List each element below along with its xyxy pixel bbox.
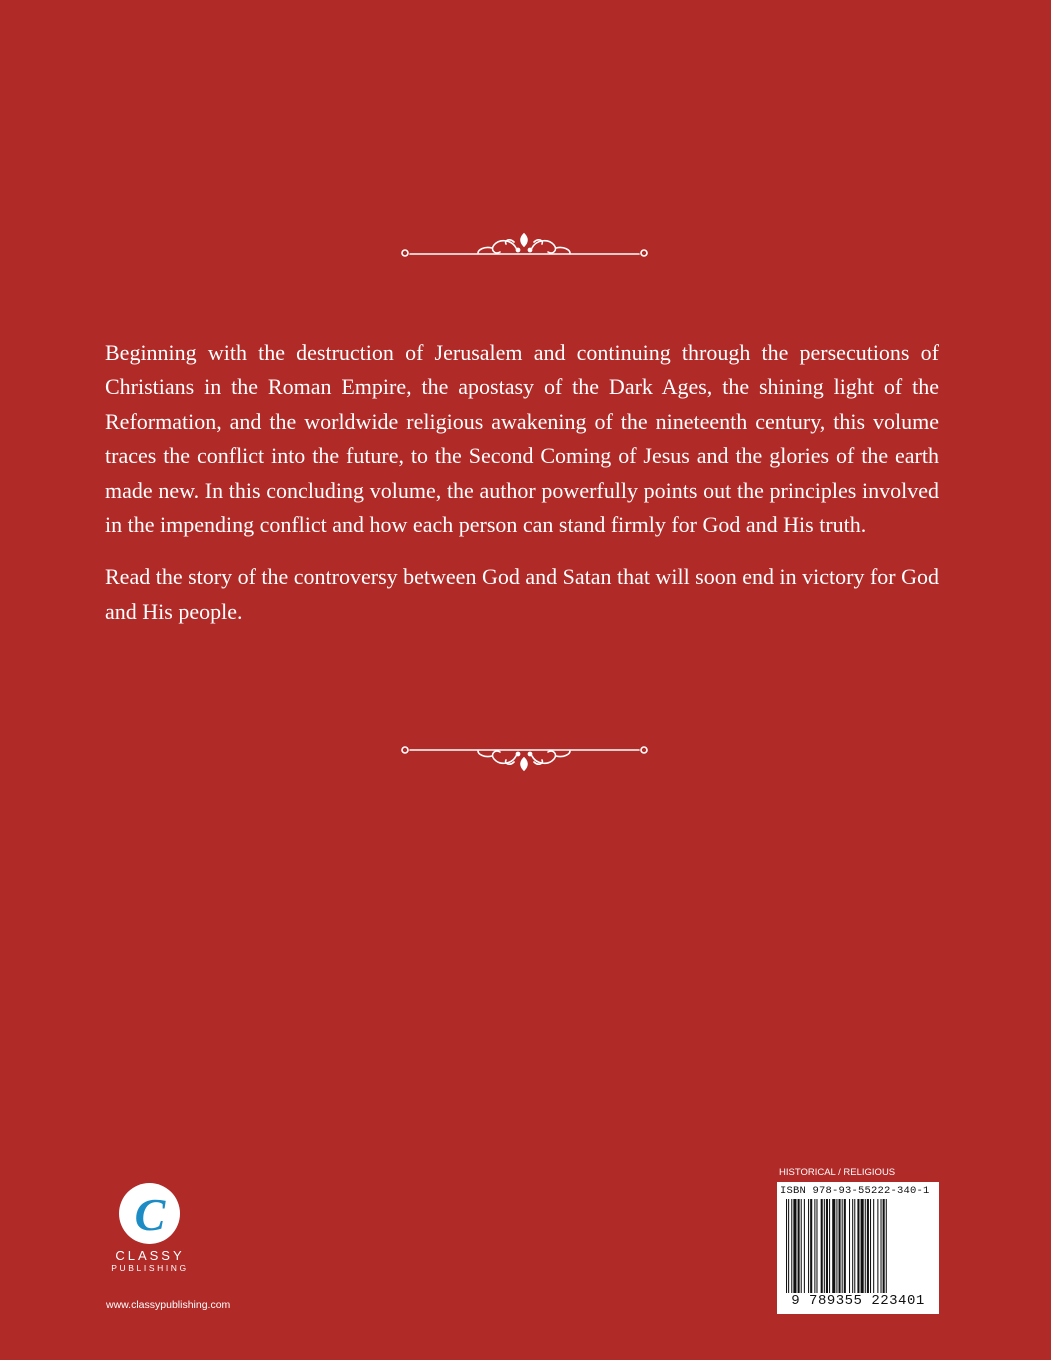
barcode-bar [832,1199,835,1299]
barcode-bar [854,1199,855,1299]
publisher-logo-icon [119,1183,180,1244]
isbn-barcode [777,1182,939,1314]
barcode-bar [808,1199,809,1299]
barcode-bar [814,1199,815,1299]
barcode-bar [861,1199,864,1299]
barcode-bar [867,1199,869,1299]
barcode-bar [842,1199,843,1299]
barcode-bar [824,1199,825,1299]
barcode-bar [886,1199,887,1299]
description-paragraph-2: Read the story of the controversy between God and Satan that will soon end in victory for God and His people. [105,564,939,624]
barcode-bar [788,1199,789,1299]
barcode-bar [821,1199,823,1299]
barcode-bar [881,1199,882,1299]
barcode-bar [870,1199,871,1299]
barcode-bar [883,1199,885,1299]
ornament-divider-top [398,228,651,264]
barcode-bar [829,1199,830,1299]
barcode-bar [873,1199,874,1299]
publisher-subtitle: PUBLISHING [111,1263,189,1273]
barcode-bar [816,1199,817,1299]
barcode-bar [852,1199,853,1299]
description-paragraph-1: Beginning with the destruction of Jerusalem and continuing through the persecutions of Christians in the Roman Empire, the apostasy of the Dark Ages, the shining light of the Reformation, and the worldwide religious awakening of the nineteenth century, this volume traces the conflict into the future, to the Second Coming of Jesus and the glories of the earth made new. In this concluding volume, the author powerfully points out the principles involved in the impending conflict and how each person can stand firmly for God and His truth. [105,340,939,538]
barcode-bar [810,1199,812,1299]
barcode-bar [798,1199,800,1299]
barcode-bar [791,1199,792,1299]
barcode-bar [877,1199,878,1299]
svg-text:C: C [134,1189,166,1240]
isbn-label: ISBN 978-93-55222-340-1 [780,1185,930,1197]
barcode-bar [826,1199,828,1299]
book-category: HISTORICAL / RELIGIOUS [779,1167,896,1178]
isbn-digits: 9 789355 223401 [777,1293,939,1309]
barcode-bar [786,1199,787,1299]
barcode-bar [804,1199,805,1299]
publisher-name: CLASSY [115,1248,185,1263]
ornament-divider-bottom [398,738,651,774]
barcode-bar [865,1199,866,1299]
barcode-bar [836,1199,837,1299]
barcode-bars [786,1199,932,1299]
barcode-bar [849,1199,850,1299]
barcode-bar [801,1199,802,1299]
barcode-bar [793,1199,796,1299]
publisher-logo [106,1183,206,1274]
barcode-bar [839,1199,841,1299]
barcode-bar [857,1199,859,1299]
barcode-bar [844,1199,846,1299]
book-description [105,336,939,647]
publisher-website: www.classypublishing.com [106,1299,231,1311]
